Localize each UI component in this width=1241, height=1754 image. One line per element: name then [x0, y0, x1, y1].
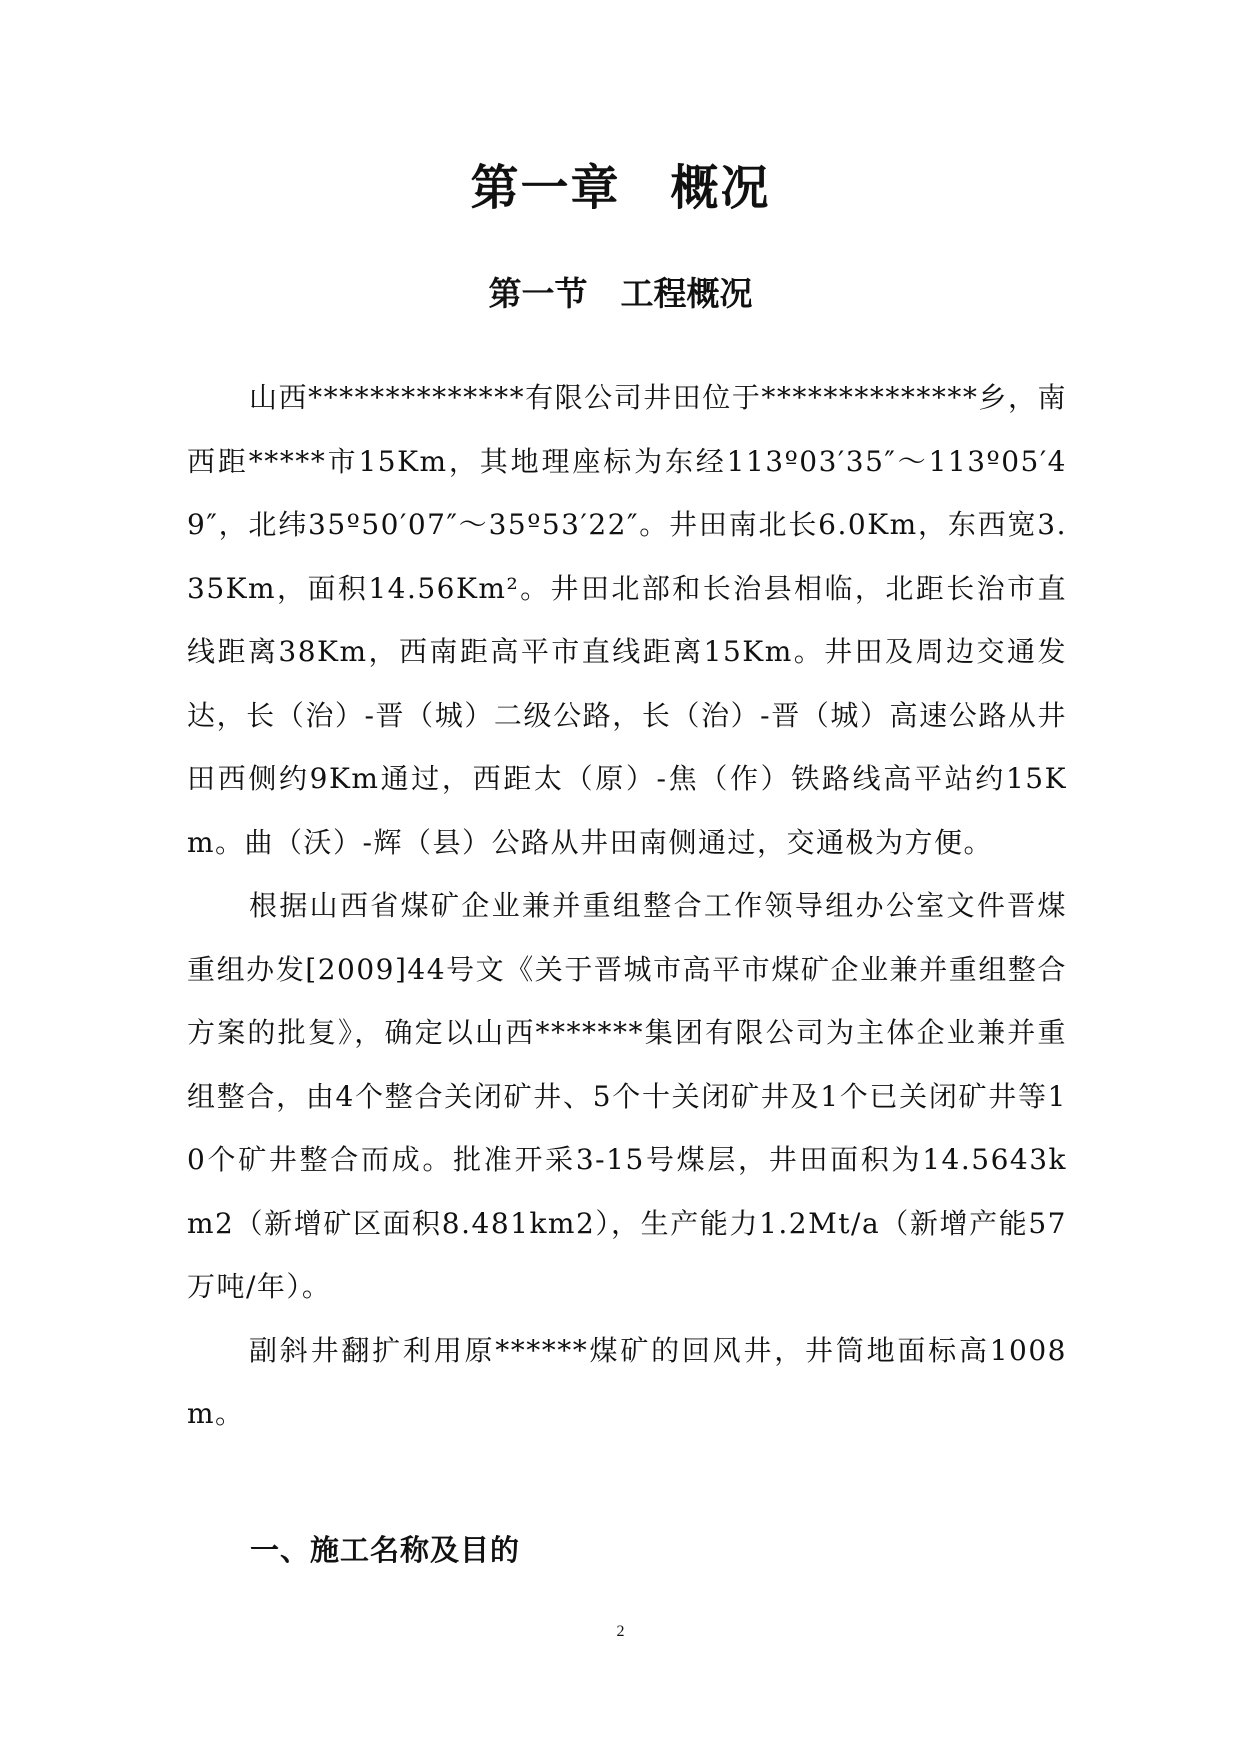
chapter-title: 第一章 概况	[470, 160, 771, 216]
subheading-construction-name: 一、施工名称及目的	[250, 1533, 521, 1567]
body-text	[187, 366, 1067, 1446]
section-title: 第一节 工程概况	[488, 274, 753, 313]
paragraph-reorganization: 根据山西省煤矿企业兼并重组整合工作领导组办公室文件晋煤重组办发[2009]44号文《关于晋城市高平市煤矿企业兼并重组整合方案的批复》，确定以山西*******集团有限公司为主体企业兼并重组整合，由4个整合关闭矿井、5个十关闭矿井及1个已关闭矿井等10个矿井整合而成。批准开采3-15号煤层，井田面积为14.5643km2（新增矿区面积8.481km2），生产能力1.2Mt/a（新增产能57万吨/年）。	[187, 889, 1067, 1303]
page-number: 2	[616, 1623, 625, 1640]
paragraph-shaft: 副斜井翻扩利用原******煤矿的回风井，井筒地面标高1008m。	[187, 1333, 1067, 1430]
paragraph-location: 山西**************有限公司井田位于**************乡，南西距*****市15Km，其地理座标为东经113º03′35″～113º05′49″，北纬35º50′07″～35º53′22″。井田南北长6.0Km，东西宽3.35Km，面积14.56Km²。井田北部和长治县相临，北距长治市直线距离38Km，西南距高平市直线距离15Km。井田及周边交通发达，长（治）-晋（城）二级公路，长（治）-晋（城）高速公路从井田西侧约9Km通过，西距太（原）-焦（作）铁路线高平站约15Km。曲（沃）-辉（县）公路从井田南侧通过，交通极为方便。	[187, 381, 1067, 859]
